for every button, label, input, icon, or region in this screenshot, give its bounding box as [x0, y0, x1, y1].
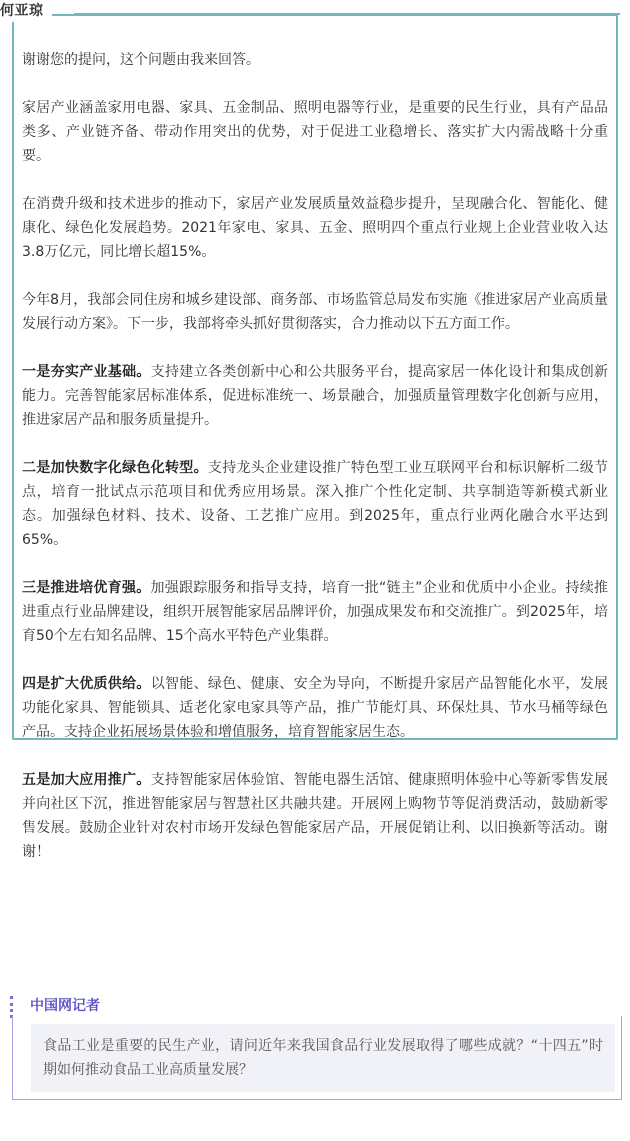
answer-paragraph	[22, 576, 608, 648]
answer-paragraph	[22, 192, 608, 264]
answer-paragraph	[22, 48, 608, 72]
paragraph-lead: 一是夯实产业基础。	[22, 364, 151, 380]
paragraph-text: 在消费升级和技术进步的推动下，家居产业发展质量效益稳步提升，呈现融合化、智能化、健康化、绿色化发展趋势。2021年家电、家具、五金、照明四个重点行业规上企业营业收入达3.8万亿元，同比增长超15%。	[22, 196, 608, 260]
paragraph-text: 支持龙头企业建设推广特色型工业互联网平台和标识解析二级节点，培育一批试点示范项目和优秀应用场景。深入推广个性化定制、共享制造等新模式新业态。加强绿色材料、技术、设备、工艺推广应用。到2025年，重点行业两化融合水平达到65%。	[22, 460, 609, 548]
answer-speaker-name: 何亚琼	[0, 0, 52, 22]
paragraph-lead: 四是扩大优质供给。	[22, 676, 151, 692]
question-dotted-marker	[10, 996, 16, 1018]
paragraph-lead: 二是加快数字化绿色化转型。	[22, 460, 208, 476]
paragraph-text: 以智能、绿色、健康、安全为导向，不断提升家居产品智能化水平，发展功能化家具、智能锁具、适老化家电家具等产品，推广节能灯具、环保灶具、节水马桶等绿色产品。支持企业拓展场景体验和增值服务，培育智能家居生态。	[22, 676, 609, 740]
answer-paragraph	[22, 360, 608, 432]
answer-paragraph	[22, 288, 608, 336]
question-speaker-name: 中国网记者	[22, 994, 108, 1018]
paragraph-lead: 五是加大应用推广。	[22, 772, 151, 788]
paragraph-lead: 三是推进培优育强。	[22, 580, 151, 596]
answer-paragraph	[22, 672, 608, 744]
paragraph-text: 加强跟踪服务和指导支持，培育一批“链主”企业和优质中小企业。持续推进重点行业品牌建设，组织开展智能家居品牌评价，加强成果发布和交流推广。到2025年，培育50个左右知名品牌、15个高水平特色产业集群。	[22, 580, 608, 644]
question-card	[12, 1016, 622, 1100]
paragraph-text: 谢谢您的提问，这个问题由我来回答。	[22, 52, 260, 68]
answer-paragraph	[22, 768, 608, 864]
answer-paragraph	[22, 96, 608, 168]
answer-body	[22, 48, 608, 864]
paragraph-text: 支持建立各类创新中心和公共服务平台，提高家居一体化设计和集成创新能力。完善智能家居标准体系，促进标准统一、场景融合，加强质量管理数字化创新与应用，推进家居产品和服务质量提升。	[22, 364, 609, 428]
question-text: 食品工业是重要的民生产业，请问近年来我国食品行业发展取得了哪些成就？“十四五”时期如何推动食品工业高质量发展？	[31, 1024, 615, 1092]
paragraph-text: 家居产业涵盖家用电器、家具、五金制品、照明电器等行业，是重要的民生行业，具有产品品类多、产业链齐备、带动作用突出的优势，对于促进工业稳增长、落实扩大内需战略十分重要。	[22, 100, 608, 164]
paragraph-text: 支持智能家居体验馆、智能电器生活馆、健康照明体验中心等新零售发展并向社区下沉，推进智能家居与智慧社区共融共建。开展网上购物节等促消费活动，鼓励新零售发展。鼓励企业针对农村市场开发绿色智能家居产品，开展促销让利、以旧换新等活动。谢谢！	[22, 772, 609, 860]
paragraph-text: 今年8月，我部会同住房和城乡建设部、商务部、市场监管总局发布实施《推进家居产业高质量发展行动方案》。下一步，我部将牵头抓好贯彻落实，合力推动以下五方面工作。	[22, 292, 608, 332]
answer-paragraph	[22, 456, 608, 552]
